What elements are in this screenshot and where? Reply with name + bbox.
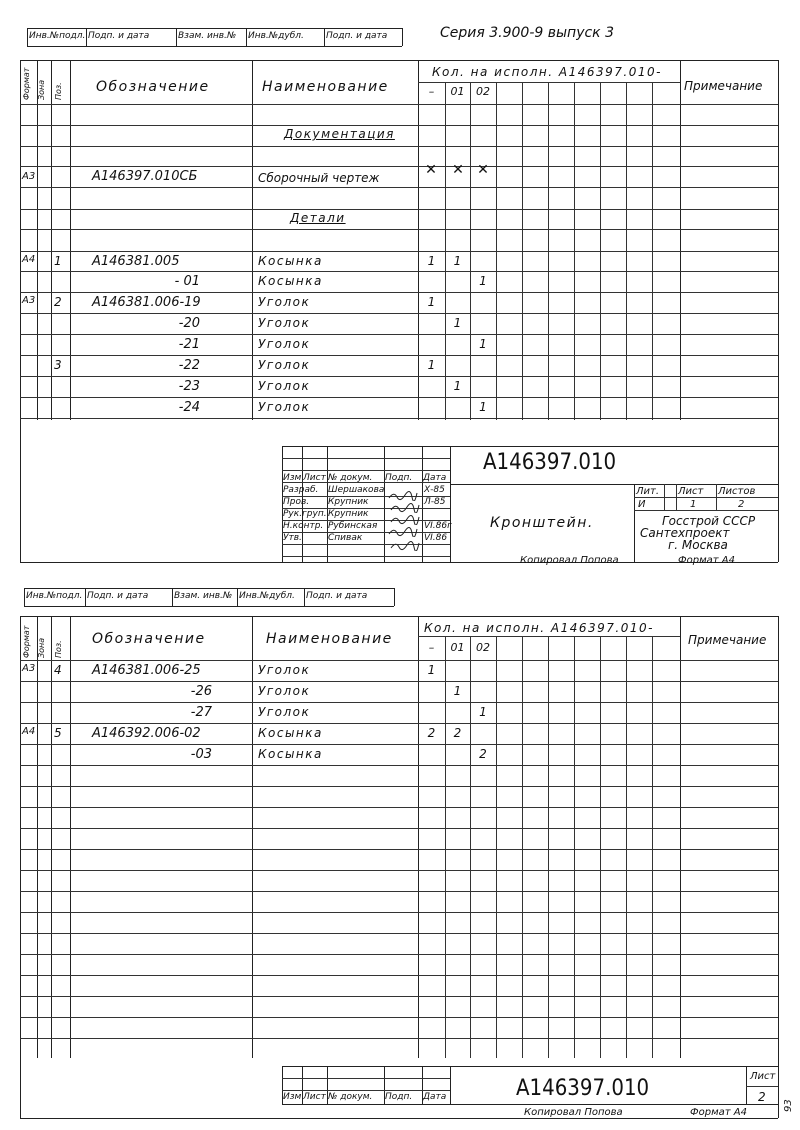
row-name: Уголок	[258, 663, 311, 677]
tb-role: Н.контр.	[283, 521, 324, 531]
row-q1: 1	[453, 379, 462, 393]
row-line	[20, 397, 778, 398]
tb2-row	[282, 1090, 450, 1091]
row-line	[20, 229, 778, 230]
row-name: Косынка	[258, 747, 323, 761]
tb2-copied: Копировал Попова	[524, 1107, 623, 1118]
stamp-divider	[237, 588, 238, 606]
row-line	[20, 1038, 778, 1039]
row-pos: 5	[54, 726, 62, 740]
row-line	[20, 292, 778, 293]
tb2-row	[282, 1078, 450, 1079]
qty-header-2: Кол. на исполн. А146397.010-	[424, 621, 654, 635]
row-line	[20, 166, 778, 167]
row-q1: 2	[453, 726, 462, 740]
row-q1: 1	[453, 316, 462, 330]
frame-left	[20, 616, 21, 1118]
stamp-label-1-2: Взам. инв.№	[178, 31, 237, 41]
row-line	[20, 870, 778, 871]
zone-header-2: Зона	[37, 637, 46, 658]
row-format: А4	[22, 726, 36, 737]
stamp-divider	[394, 588, 395, 606]
tb-mid	[634, 484, 635, 562]
sheet2-bottom	[20, 1118, 778, 1119]
tb-name: Шершакова	[328, 485, 385, 495]
stamp-bottom	[27, 46, 402, 47]
row-line	[20, 660, 778, 661]
row-line	[20, 933, 778, 934]
stamp-divider	[24, 588, 25, 606]
row-designation: -22	[178, 358, 200, 373]
row-line	[20, 334, 778, 335]
tb2-label-ndoc: № докум.	[328, 1092, 373, 1102]
row-pos: 4	[54, 663, 62, 677]
row-line	[20, 681, 778, 682]
tb-label-list: Лист	[303, 473, 326, 483]
qty-col-line	[470, 636, 471, 1058]
row-q0: 1	[427, 663, 436, 677]
note-header: Примечание	[684, 79, 763, 93]
row-designation: -20	[178, 316, 200, 331]
stamp-label-2-3: Инв.№дубл.	[239, 591, 295, 601]
sheet1-bottom	[20, 562, 778, 563]
tb-sheet: 1	[690, 499, 697, 510]
row-designation: -24	[178, 400, 200, 415]
tb-col	[450, 446, 451, 562]
row-name: Уголок	[258, 295, 311, 309]
stamp-divider	[27, 28, 28, 46]
row-name: Уголок	[258, 684, 311, 698]
tb-code-bottom	[450, 484, 778, 485]
tb-lit-label: Лит.	[636, 486, 660, 497]
col-line	[51, 616, 52, 1058]
tb-org-2: г. Москва	[668, 538, 728, 552]
row-designation: -21	[178, 337, 200, 352]
qty-col-line	[445, 636, 446, 1058]
stamp-divider	[324, 28, 325, 46]
row-name: Уголок	[258, 316, 311, 330]
tb-role: Утв.	[283, 533, 302, 543]
tb-label-izm: Изм	[283, 473, 302, 483]
row-q1: 1	[453, 684, 462, 698]
tb2-sheet-col	[746, 1066, 747, 1104]
row-pos: 3	[54, 358, 62, 372]
tb-item-name: Кронштейн.	[490, 515, 594, 531]
tb-row	[282, 544, 450, 545]
row-name: Косынка	[258, 274, 323, 288]
stamp-top	[27, 28, 402, 29]
section-documentation: Документация	[284, 127, 395, 141]
tb-row	[282, 556, 450, 557]
qty-col-line	[522, 636, 523, 1058]
sheet1-top	[20, 60, 778, 61]
tb-name: Крупник	[328, 509, 369, 519]
qty-header-divider	[418, 636, 680, 637]
tb2-sheet-line	[746, 1086, 778, 1087]
tb2-top	[282, 1066, 778, 1067]
tb-name: Спивак	[328, 533, 363, 543]
pos-header: Поз.	[54, 82, 63, 100]
row-name: Косынка	[258, 726, 323, 740]
doc-mark-0: ✕	[425, 162, 437, 178]
stamp-label-1-0: Инв.№подл.	[29, 31, 86, 41]
col-line	[70, 60, 71, 420]
row-q0: 1	[427, 358, 436, 372]
tb-lit-line	[634, 497, 778, 498]
tb2-format: Формат А4	[690, 1107, 747, 1118]
tb-row	[282, 470, 450, 471]
col-line	[252, 60, 253, 420]
row-designation: А146381.005	[92, 254, 180, 269]
row-pos: 1	[54, 254, 62, 268]
row-line	[20, 187, 778, 188]
qty-col-line	[652, 636, 653, 1058]
qty-col-header2-2: 02	[476, 641, 490, 654]
row-format: А4	[22, 254, 36, 265]
tb-sheet-label: Лист	[678, 486, 704, 497]
tb-date: VI.86г	[424, 521, 452, 531]
signature	[390, 536, 420, 555]
tb-lit-col	[676, 484, 677, 510]
row-name: Уголок	[258, 337, 311, 351]
row-q2: 1	[479, 705, 487, 719]
tb-date: Л-85	[424, 497, 446, 507]
designation-header-2: Обозначение	[92, 631, 206, 647]
series-title: Серия 3.900-9 выпуск 3	[440, 25, 614, 41]
row-designation: А146392.006-02	[92, 726, 201, 741]
stamp-bottom	[24, 606, 394, 607]
tb-org-1: Сантехпроект	[640, 526, 730, 540]
tb-format: Формат А4	[678, 555, 735, 566]
row-line	[20, 702, 778, 703]
stamp-label-2-1: Подп. и дата	[87, 591, 149, 601]
note-header-2: Примечание	[688, 633, 767, 647]
col-line	[51, 60, 52, 420]
row-name: Уголок	[258, 379, 311, 393]
row-format: А3	[22, 295, 36, 306]
name-header-2: Наименование	[266, 631, 393, 647]
tb-date: VI.86	[424, 533, 448, 543]
tb2-code: А146397.010	[516, 1076, 650, 1101]
qty-col-line	[574, 636, 575, 1058]
row-name: Уголок	[258, 358, 311, 372]
row-line	[20, 146, 778, 147]
tb2-sheet: 2	[758, 1090, 766, 1104]
tb-name: Рубинская	[328, 521, 378, 531]
row-line	[20, 744, 778, 745]
col-line	[680, 616, 681, 1058]
stamp-label-2-4: Подп. и дата	[306, 591, 368, 601]
col-line	[70, 616, 71, 1058]
tb-row	[282, 458, 450, 459]
tb-sheets-label: Листов	[718, 486, 756, 497]
tb2-label-izm: Изм	[283, 1092, 302, 1102]
qty-col-line	[600, 636, 601, 1058]
col-line	[37, 60, 38, 420]
frame-right	[778, 616, 779, 1118]
row-q2: 1	[479, 274, 487, 288]
row-q0: 2	[427, 726, 436, 740]
col-line	[37, 616, 38, 1058]
row-q2: 1	[479, 400, 487, 414]
row-line	[20, 828, 778, 829]
format-header-2: Формат	[22, 625, 31, 658]
pos-header-2: Поз.	[54, 640, 63, 658]
row-designation: -23	[178, 379, 200, 394]
page-number: 93	[783, 1099, 794, 1112]
tb2-sheet-label: Лист	[750, 1071, 776, 1082]
row-name: Косынка	[258, 254, 323, 268]
tb-name: Крупник	[328, 497, 369, 507]
qty-col-header-2: 02	[476, 85, 490, 98]
tb-lit-col	[664, 484, 665, 510]
qty-col-header2-1: 01	[450, 641, 465, 654]
row-line	[20, 765, 778, 766]
stamp-divider	[85, 588, 86, 606]
stamp-divider	[402, 28, 403, 46]
qty-col-header-0: –	[428, 85, 435, 98]
row-designation: -26	[190, 684, 212, 699]
row-line	[20, 209, 778, 210]
row-line	[20, 996, 778, 997]
stamp-divider	[86, 28, 87, 46]
row-q0: 1	[427, 295, 436, 309]
stamp-label-1-4: Подп. и дата	[326, 31, 388, 41]
tb2-label-list: Лист	[303, 1092, 326, 1102]
row-pos: 2	[54, 295, 62, 309]
doc-name: Сборочный чертеж	[258, 171, 380, 185]
stamp-top	[24, 588, 394, 589]
tb-lit: И	[638, 499, 646, 510]
row-line	[20, 355, 778, 356]
frame-right	[778, 60, 779, 562]
frame-left	[20, 60, 21, 562]
row-line	[20, 912, 778, 913]
tb-lit-col	[716, 484, 717, 510]
stamp-label-2-0: Инв.№подл.	[26, 591, 83, 601]
tb-date: Х-85	[424, 485, 445, 495]
tb-role: Пров.	[283, 497, 310, 507]
stamp-divider	[176, 28, 177, 46]
row-designation: А146381.006-25	[92, 663, 201, 678]
row-designation: -27	[190, 705, 212, 720]
tb-org-0: Госстрой СССР	[662, 514, 756, 528]
doc-mark-2: ✕	[477, 162, 489, 178]
row-line	[20, 807, 778, 808]
tb-top	[282, 446, 778, 447]
tb2-bottom	[282, 1104, 778, 1105]
name-header: Наименование	[262, 79, 389, 95]
row-designation: - 01	[174, 274, 200, 289]
tb-label-ndoc: № докум.	[328, 473, 373, 483]
doc-format: А3	[22, 171, 36, 182]
stamp-divider	[246, 28, 247, 46]
designation-header: Обозначение	[96, 79, 210, 95]
row-line	[20, 251, 778, 252]
row-q2: 2	[479, 747, 487, 761]
qty-col-header-1: 01	[450, 85, 465, 98]
tb-col	[450, 1066, 451, 1104]
row-line	[20, 891, 778, 892]
tb-copied: Копировал Попова	[520, 555, 619, 566]
qty-header-divider	[418, 82, 680, 83]
doc-designation: А146397.010СБ	[92, 169, 198, 184]
qty-header: Кол. на исполн. А146397.010-	[432, 65, 662, 79]
tb-sheets: 2	[738, 499, 745, 510]
tb-label-podp: Подп.	[385, 473, 413, 483]
row-line	[20, 313, 778, 314]
row-name: Уголок	[258, 400, 311, 414]
row-line	[20, 376, 778, 377]
row-line	[20, 418, 778, 419]
col-line	[252, 616, 253, 1058]
tb-label-data: Дата	[423, 473, 447, 483]
tb-role: Разраб.	[283, 485, 319, 495]
row-designation: -03	[190, 747, 212, 762]
section-parts: Детали	[290, 211, 346, 225]
row-format: А3	[22, 663, 36, 674]
row-line	[20, 723, 778, 724]
doc-mark-1: ✕	[452, 162, 464, 178]
row-line	[20, 975, 778, 976]
row-line	[20, 1017, 778, 1018]
row-line	[20, 271, 778, 272]
stamp-label-1-1: Подп. и дата	[88, 31, 150, 41]
stamp-label-1-3: Инв.№дубл.	[248, 31, 304, 41]
row-line	[20, 849, 778, 850]
col-line	[680, 60, 681, 420]
qty-col-line	[548, 636, 549, 1058]
tb-lit-line2	[634, 510, 778, 511]
row-name: Уголок	[258, 705, 311, 719]
stamp-divider	[172, 588, 173, 606]
tb2-label-podp: Подп.	[385, 1092, 413, 1102]
row-q0: 1	[427, 254, 436, 268]
row-line	[20, 104, 778, 105]
col-line	[418, 616, 419, 1058]
row-line	[20, 125, 778, 126]
row-line	[20, 786, 778, 787]
stamp-label-2-2: Взам. инв.№	[174, 591, 233, 601]
tb-code: А146397.010	[483, 450, 617, 475]
qty-col-line	[496, 636, 497, 1058]
zone-header: Зона	[37, 79, 46, 100]
stamp-divider	[304, 588, 305, 606]
qty-col-header2-0: –	[428, 641, 435, 654]
qty-col-line	[626, 636, 627, 1058]
tb-role: Рук.груп.	[283, 509, 327, 519]
tb2-label-data: Дата	[423, 1092, 447, 1102]
row-line	[20, 954, 778, 955]
row-q2: 1	[479, 337, 487, 351]
format-header: Формат	[22, 67, 31, 100]
sheet2-top	[20, 616, 778, 617]
row-q1: 1	[453, 254, 462, 268]
row-designation: А146381.006-19	[92, 295, 201, 310]
